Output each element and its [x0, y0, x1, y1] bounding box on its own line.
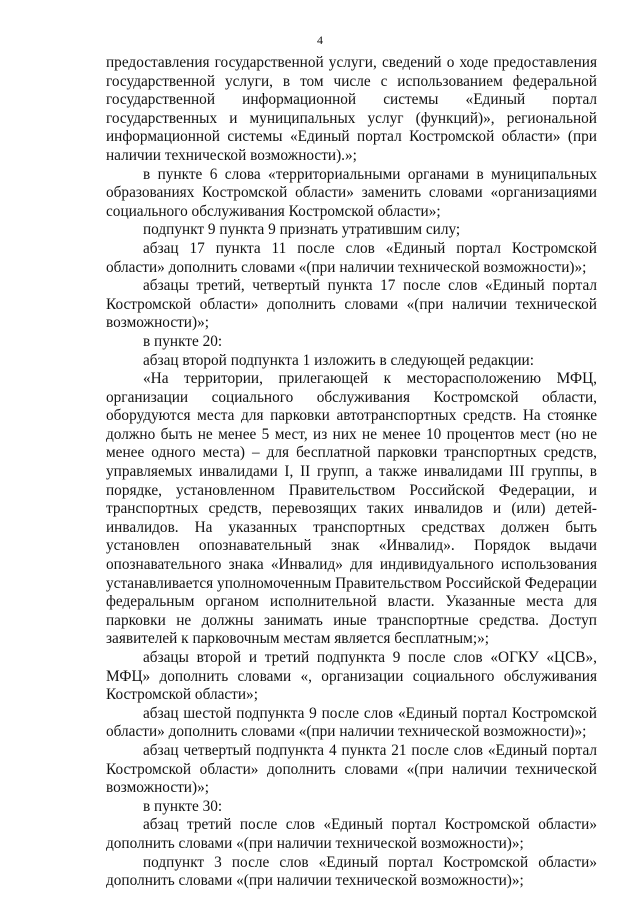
- paragraph-item-30-b: подпункт 3 после слов «Единый портал Костромской области» дополнить словами «(при наличии технической возможности)»;: [106, 853, 597, 890]
- paragraph-continuation: предоставления государственной услуги, сведений о ходе предоставления государственной услуги, в том числе с использованием федеральной государственной информационной системы «Единый портал государственных и муниципальных услуг (функций)», региональной информационной системы «Единый портал Костромской области» (при наличии технической возможности).»;: [106, 54, 597, 164]
- paragraph-item-11: абзац 17 пункта 11 после слов «Единый портал Костромской области» дополнить словами «(при наличии технической возможности)»;: [106, 239, 597, 276]
- paragraph-item-30-a: абзац третий после слов «Единый портал Костромской области» дополнить словами «(при наличии технической возможности)»;: [106, 816, 597, 852]
- paragraph-item-20-sub9-a: абзацы второй и третий подпункта 9 после слов «ОГКУ «ЦСВ», МФЦ» дополнить словами «, организации социального обслуживания Костромской области»;: [106, 649, 597, 704]
- paragraph-new-wording: «На территории, прилегающей к месторасположению МФЦ, организации социального обслуживания Костромской области, оборудуются места для парковки автотранспортных средств. На стоянке должно быть не менее 5 мест, из них не менее 10 процентов мест (но не менее одного места) – для бесплатной парковки транспортных средств, управляемых инвалидами I, II групп, а также инвалидами III группы, в порядке, установленном Правительством Российской Федерации, и транспортных средств, перевозящих таких инвалидов и (или) детей-инвалидов. На указанных транспортных средствах должен быть установлен опознавательный знак «Инвалид». Порядок выдачи опознавательного знака «Инвалид» для индивидуального использования устанавливается уполномоченным Правительством Российской Федерации федеральным органом исполнительной власти. Указанные места для парковки не должны занимать иные транспортные средства. Доступ заявителей к парковочным местам является бесплатным;»;: [106, 370, 597, 648]
- paragraph-item-9: подпункт 9 пункта 9 признать утратившим силу;: [143, 221, 461, 239]
- page-number: 4: [317, 33, 323, 47]
- paragraph-item-20-sub1: абзац второй подпункта 1 изложить в следующей редакции:: [143, 351, 534, 369]
- paragraph-item-6: в пункте 6 слова «территориальными органами в муниципальных образованиях Костромской области» заменить словами «организациями социального обслуживания Костромской области»;: [106, 165, 597, 220]
- paragraph-item-30: в пункте 30:: [143, 797, 223, 815]
- document-body: [106, 54, 597, 891]
- paragraph-item-20: в пункте 20:: [143, 332, 223, 350]
- paragraph-item-20-sub9-b: абзац шестой подпункта 9 после слов «Единый портал Костромской области» дополнить словами «(при наличии технической возможности)»;: [106, 704, 597, 741]
- paragraph-item-21: абзац четвертый подпункта 4 пункта 21 после слов «Единый портал Костромской области» дополнить словами «(при наличии технической возможности)»;: [106, 741, 597, 797]
- paragraph-item-17: абзацы третий, четвертый пункта 17 после слов «Единый портал Костромской области» дополнить словами «(при наличии технической возможности)»;: [106, 277, 597, 332]
